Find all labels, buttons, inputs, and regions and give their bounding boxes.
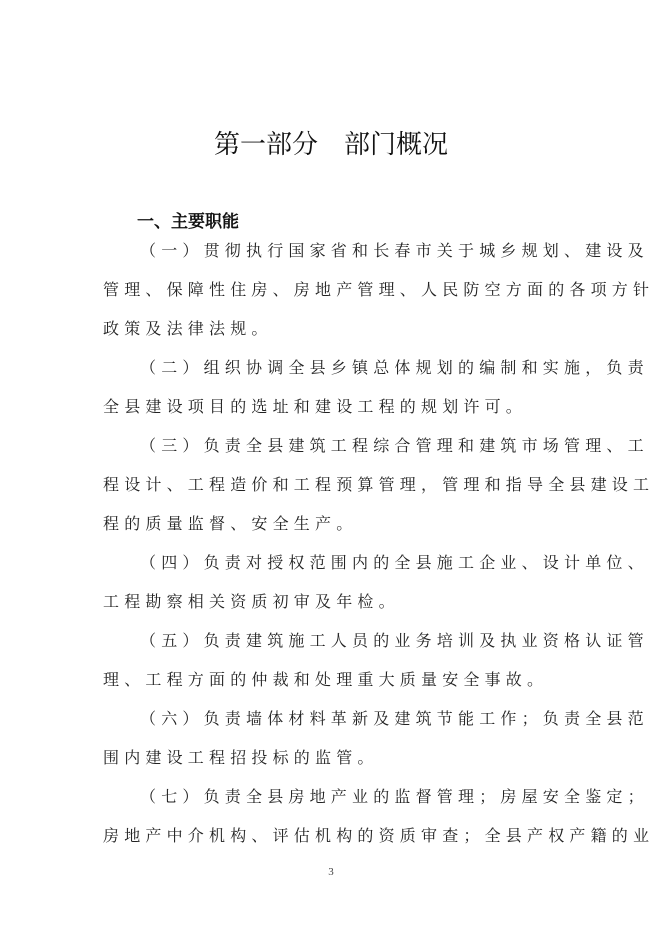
paragraph-line: （七）负责全县房地产业的监督管理；房屋安全鉴定；	[140, 787, 649, 806]
paragraph-line: 全县建设项目的选址和建设工程的规划许可。	[103, 397, 528, 416]
paragraph-line: 工程勘察相关资质初审及年检。	[103, 592, 400, 611]
paragraph-line: 政策及法律法规。	[103, 319, 273, 338]
paragraph-line: 程的质量监督、安全生产。	[103, 514, 358, 533]
paragraph-line: （二）组织协调全县乡镇总体规划的编制和实施，负责	[140, 358, 649, 377]
page-number: 3	[328, 866, 334, 878]
page-title	[0, 124, 662, 161]
paragraph-line: 程设计、工程造价和工程预算管理，管理和指导全县建设工	[103, 475, 655, 494]
paragraph-line: （四）负责对授权范围内的全县施工企业、设计单位、	[140, 553, 649, 572]
paragraph-line: 管理、保障性住房、房地产管理、人民防空方面的各项方针	[103, 280, 655, 299]
paragraph-line: 理、工程方面的仲裁和处理重大质量安全事故。	[103, 670, 549, 689]
paragraph-line: （六）负责墙体材料革新及建筑节能工作；负责全县范	[140, 709, 649, 728]
paragraph-line: 房地产中介机构、评估机构的资质审查；全县产权产籍的业	[103, 826, 655, 845]
paragraph-line: （五）负责建筑施工人员的业务培训及执业资格认证管	[140, 631, 649, 650]
title-part-1: 第一部分	[213, 130, 318, 160]
paragraph-line: （三）负责全县建筑工程综合管理和建筑市场管理、工	[140, 436, 649, 455]
section-heading: 一、主要职能	[137, 212, 239, 232]
title-part-2: 部门概况	[344, 130, 449, 160]
paragraph-line: （一）贯彻执行国家省和长春市关于城乡规划、建设及	[140, 241, 649, 260]
paragraph-line: 围内建设工程招投标的监管。	[103, 748, 379, 767]
